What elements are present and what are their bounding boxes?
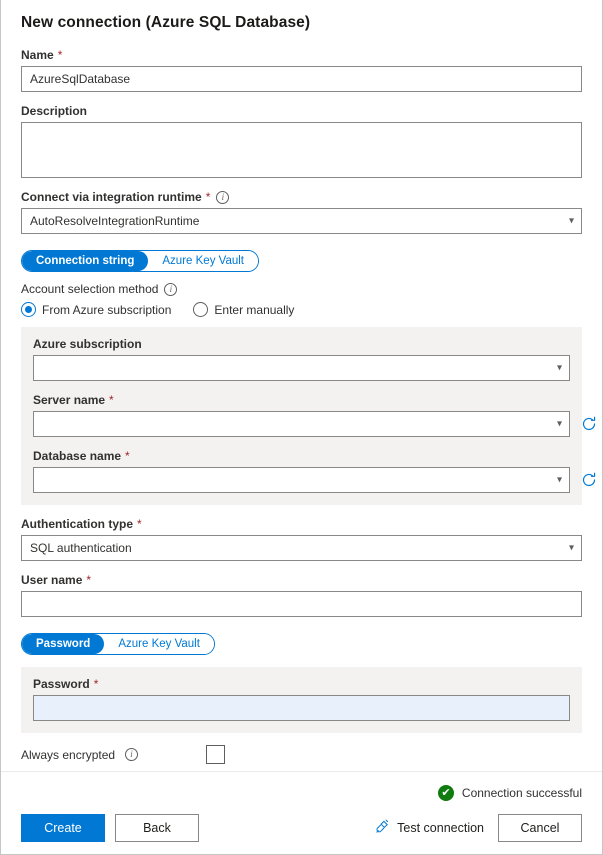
description-textarea[interactable] bbox=[21, 122, 582, 178]
name-field-group bbox=[21, 48, 582, 92]
server-name-field-group bbox=[33, 393, 570, 437]
authentication-type-field-group bbox=[21, 517, 582, 561]
authentication-type-label bbox=[21, 517, 582, 531]
user-name-required-asterisk: * bbox=[86, 573, 92, 587]
page-title: New connection (Azure SQL Database) bbox=[21, 14, 311, 31]
database-name-label bbox=[33, 449, 570, 463]
connection-status-text: Connection successful bbox=[461, 786, 582, 800]
radio-from-azure-subscription-label: From Azure subscription bbox=[42, 302, 172, 317]
radio-from-azure-subscription[interactable] bbox=[21, 302, 171, 317]
account-selection-radio-group bbox=[21, 302, 582, 317]
azure-subscription-field-group bbox=[33, 337, 570, 381]
description-field-group bbox=[21, 104, 582, 178]
azure-subscription-label bbox=[33, 337, 570, 351]
authentication-type-label-text: Authentication type bbox=[21, 517, 134, 531]
cancel-button[interactable]: Cancel bbox=[498, 814, 582, 842]
connection-method-pivot bbox=[21, 250, 259, 272]
integration-runtime-select-wrap bbox=[21, 208, 582, 234]
server-name-label-text: Server name bbox=[33, 393, 106, 407]
chevron-down-icon: ▾ bbox=[556, 418, 562, 430]
server-name-required-asterisk: * bbox=[109, 393, 114, 407]
radio-dot-icon bbox=[193, 302, 208, 317]
password-input[interactable] bbox=[33, 695, 570, 721]
account-selection-label-text: Account selection method bbox=[21, 282, 159, 296]
database-name-select[interactable] bbox=[33, 467, 570, 493]
dialog-content bbox=[1, 0, 602, 771]
azure-subscription-select[interactable] bbox=[33, 355, 570, 381]
footer-buttons bbox=[21, 814, 582, 842]
info-icon[interactable]: i bbox=[216, 191, 229, 204]
always-encrypted-checkbox[interactable] bbox=[206, 745, 225, 764]
chevron-down-icon: ▾ bbox=[568, 215, 574, 227]
azure-subscription-group bbox=[21, 327, 582, 505]
database-name-select-wrap bbox=[33, 467, 570, 493]
chevron-down-icon: ▾ bbox=[568, 542, 574, 554]
authentication-type-select[interactable] bbox=[21, 535, 582, 561]
refresh-server-name-icon[interactable] bbox=[580, 415, 598, 433]
server-name-label bbox=[33, 393, 570, 407]
always-encrypted-row bbox=[21, 745, 582, 764]
description-label bbox=[21, 104, 582, 118]
password-group bbox=[21, 667, 582, 733]
description-label-text: Description bbox=[21, 104, 88, 118]
password-label bbox=[33, 677, 570, 691]
account-selection-label bbox=[21, 282, 582, 296]
tab-password-azure-key-vault[interactable]: Azure Key Vault bbox=[104, 634, 214, 654]
database-name-field-group bbox=[33, 449, 570, 493]
dialog-footer bbox=[1, 771, 602, 854]
tab-connection-string[interactable]: Connection string bbox=[22, 251, 148, 271]
name-label-text: Name bbox=[21, 48, 54, 62]
chevron-down-icon: ▾ bbox=[556, 362, 562, 374]
user-name-label bbox=[21, 573, 582, 587]
chevron-down-icon: ▾ bbox=[556, 474, 562, 486]
name-input[interactable] bbox=[21, 66, 582, 92]
server-name-select-wrap bbox=[33, 411, 570, 437]
authentication-type-select-wrap bbox=[21, 535, 582, 561]
name-label bbox=[21, 48, 582, 62]
password-required-asterisk: * bbox=[93, 677, 99, 691]
database-name-required-asterisk: * bbox=[125, 449, 130, 463]
azure-subscription-select-wrap bbox=[33, 355, 570, 381]
integration-runtime-label bbox=[21, 190, 582, 204]
always-encrypted-label: Always encrypted bbox=[21, 747, 116, 762]
integration-runtime-field-group bbox=[21, 190, 582, 234]
server-name-select[interactable] bbox=[33, 411, 570, 437]
radio-dot-icon bbox=[21, 302, 36, 317]
test-connection-button[interactable] bbox=[375, 819, 484, 837]
test-connection-label: Test connection bbox=[397, 821, 484, 835]
tab-password[interactable]: Password bbox=[22, 634, 104, 654]
azure-subscription-label-text: Azure subscription bbox=[33, 337, 142, 351]
password-label-text: Password bbox=[33, 677, 90, 691]
user-name-label-text: User name bbox=[21, 573, 83, 587]
refresh-database-name-icon[interactable] bbox=[580, 471, 598, 489]
radio-enter-manually-label: Enter manually bbox=[214, 302, 295, 317]
integration-runtime-select[interactable] bbox=[21, 208, 582, 234]
connection-status bbox=[21, 782, 582, 804]
name-required-asterisk: * bbox=[57, 48, 63, 62]
user-name-input[interactable] bbox=[21, 591, 582, 617]
integration-runtime-label-text: Connect via integration runtime bbox=[21, 190, 202, 204]
integration-runtime-required-asterisk: * bbox=[205, 190, 211, 204]
tab-azure-key-vault[interactable]: Azure Key Vault bbox=[148, 251, 258, 271]
radio-enter-manually[interactable] bbox=[193, 302, 294, 317]
user-name-field-group bbox=[21, 573, 582, 617]
database-name-label-text: Database name bbox=[33, 449, 122, 463]
info-icon[interactable]: i bbox=[164, 283, 177, 296]
password-method-pivot bbox=[21, 633, 215, 655]
create-button[interactable]: Create bbox=[21, 814, 105, 842]
authentication-type-required-asterisk: * bbox=[137, 517, 142, 531]
info-icon[interactable]: i bbox=[125, 748, 138, 761]
check-circle-icon: ✔ bbox=[438, 785, 454, 801]
back-button[interactable]: Back bbox=[115, 814, 199, 842]
plug-icon bbox=[375, 819, 390, 837]
